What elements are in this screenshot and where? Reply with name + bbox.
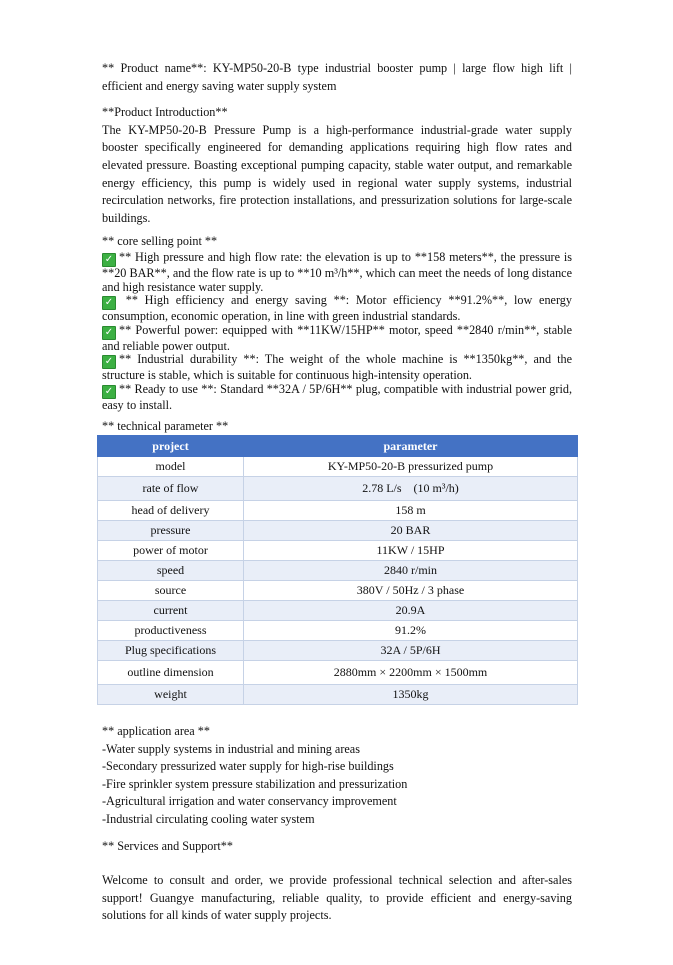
document [102,0,572,965]
cell-project: head of delivery [98,501,244,521]
header-parameter: parameter [244,436,578,457]
cell-parameter: 2840 r/min [244,561,578,581]
cell-project: current [98,601,244,621]
parameter-table [97,435,578,705]
list-item: -Industrial circulating cooling water system [102,812,315,827]
cell-project: speed [98,561,244,581]
selling-point: ✓ ** High pressure and high flow rate: the elevation is up to **158 meters**, the pressure is **20 BAR**, and the flow rate is up to **10 m³/h**, which can meet the needs of long distance and high resistance water supply. [102,249,572,294]
table-row [98,501,578,521]
cell-parameter: KY-MP50-20-B pressurized pump [244,457,578,477]
list-item: -Agricultural irrigation and water conservancy improvement [102,794,397,809]
intro-heading: **Product Introduction** [102,105,228,120]
list-item: -Water supply systems in industrial and mining areas [102,741,360,756]
check-icon: ✓ [102,385,116,399]
selling-point: ✓ ** Ready to use **: Standard **32A / 5P/6H** plug, compatible with industrial power grid, easy to install. [102,381,572,412]
selling-heading: ** core selling point ** [102,234,218,249]
header-project: project [98,436,244,457]
services-text: Welcome to consult and order, we provide professional technical selection and after-sales support! Guangye manufacturing, reliable quality, to provide efficient and energy-saving solutions for all kinds of water supply projects. [102,873,572,923]
check-icon: ✓ [102,326,116,340]
table-row [98,521,578,541]
check-icon: ✓ [102,253,116,267]
table-row [98,621,578,641]
cell-parameter: 2.78 L/s (10 m³/h) [244,477,578,501]
table-row [98,641,578,661]
table-header [98,436,578,457]
cell-project: model [98,457,244,477]
selling-points [102,251,572,413]
table-row [98,561,578,581]
check-icon: ✓ [102,355,116,369]
cell-parameter: 91.2% [244,621,578,641]
cell-project: rate of flow [98,477,244,501]
cell-parameter: 11KW / 15HP [244,541,578,561]
cell-project: outline dimension [98,661,244,685]
selling-point: ✓ ** Powerful power: equipped with **11KW/15HP** motor, speed **2840 r/min**, stable and reliable power output. [102,322,572,353]
selling-point: ✓ ** High efficiency and energy saving **: Motor efficiency **91.2%**, low energy consumption, economic operation, in line with green industrial standards. [102,293,572,324]
cell-parameter: 20.9A [244,601,578,621]
table-row [98,661,578,685]
table-row [98,477,578,501]
table-row [98,601,578,621]
cell-project: pressure [98,521,244,541]
cell-parameter: 2880mm × 2200mm × 1500mm [244,661,578,685]
selling-point: ✓ ** Industrial durability **: The weight of the whole machine is **1350kg**, and the structure is stable, which is suitable for continuous high-intensity operation. [102,352,572,383]
cell-parameter: 158 m [244,501,578,521]
cell-project: weight [98,685,244,705]
cell-parameter: 1350kg [244,685,578,705]
cell-project: power of motor [98,541,244,561]
intro-text: The KY-MP50-20-B Pressure Pump is a high-performance industrial-grade water supply booster specifically engineered for demanding applications requiring high flow rates and elevated pressure. Boasting exceptional pumping capacity, stable water output, and remarkable energy efficiency, this pump is widely used in regional water supply systems, industrial recirculation networks, fire protection installations, and pressurization solutions for large-scale buildings. [102,122,572,225]
table-row [98,457,578,477]
check-icon: ✓ [102,296,116,310]
cell-parameter: 380V / 50Hz / 3 phase [244,581,578,601]
cell-project: Plug specifications [98,641,244,661]
application-list [102,741,572,829]
cell-parameter: 32A / 5P/6H [244,641,578,661]
application-heading: ** application area ** [102,724,210,739]
list-item: -Fire sprinkler system pressure stabilization and pressurization [102,776,408,791]
services-heading: ** Services and Support** [102,838,233,853]
list-item: -Secondary pressurized water supply for high-rise buildings [102,759,394,774]
table-row [98,685,578,705]
product-name: ** Product name**: KY-MP50-20-B type industrial booster pump | large flow high lift | efficient and energy saving water supply system [102,61,572,93]
table-row [98,541,578,561]
cell-parameter: 20 BAR [244,521,578,541]
cell-project: source [98,581,244,601]
table-row [98,581,578,601]
tech-heading: ** technical parameter ** [102,418,229,433]
cell-project: productiveness [98,621,244,641]
